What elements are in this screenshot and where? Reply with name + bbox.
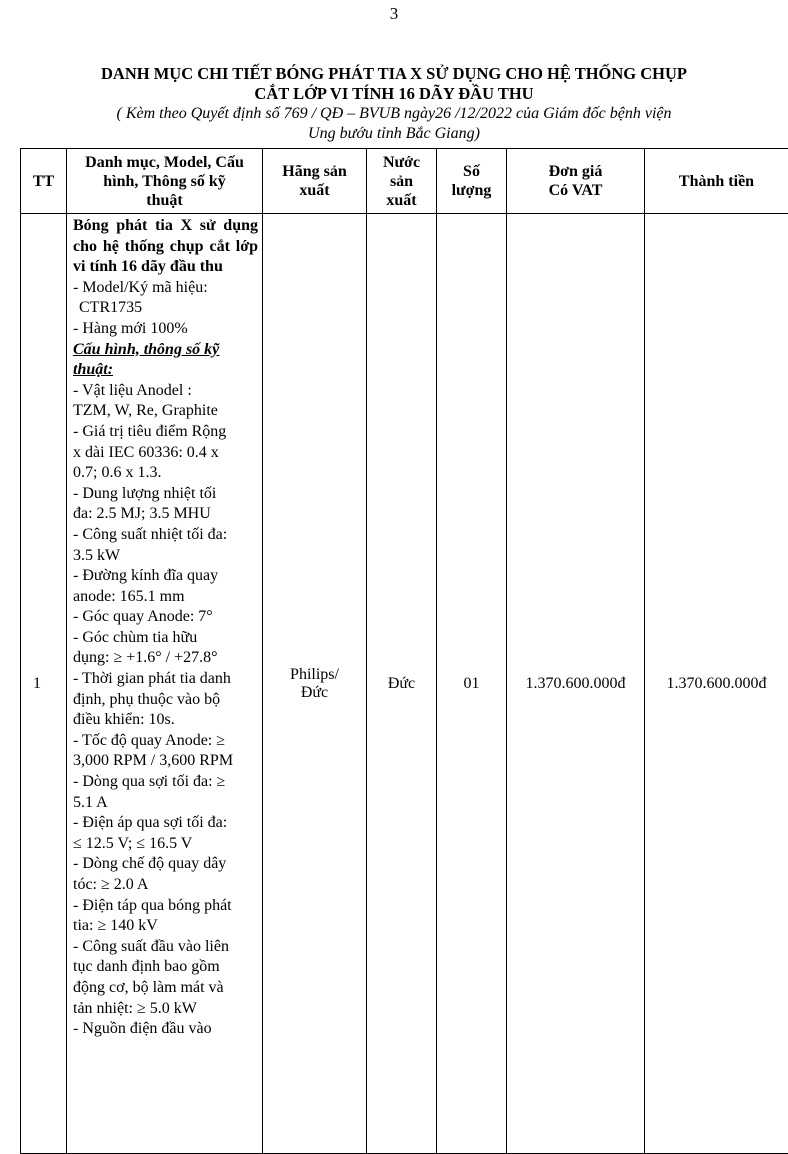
spec-line: tục danh định bao gồm	[73, 957, 258, 978]
header-maker-line: xuất	[263, 181, 366, 200]
header-maker-line: Hãng sản	[263, 162, 366, 181]
header-total: Thành tiền	[645, 149, 788, 214]
spec-line: 3.5 kW	[73, 546, 258, 567]
header-unit-price	[507, 149, 645, 214]
spec-line: - Điện áp qua sợi tối đa:	[73, 813, 258, 834]
maker-line: Đức	[263, 684, 366, 702]
spec-line: - Dòng chế độ quay dây	[73, 854, 258, 875]
header-quantity-line: lượng	[437, 181, 506, 200]
table-row	[21, 214, 788, 1154]
spec-line: - Đường kính đĩa quay	[73, 566, 258, 587]
document-subtitle-line-2: Ung bướu tỉnh Bắc Giang)	[0, 124, 788, 144]
spec-line: 3,000 RPM / 3,600 RPM	[73, 751, 258, 772]
header-country	[367, 149, 437, 214]
spec-line: tóc: ≥ 2.0 A	[73, 875, 258, 896]
spec-line: 5.1 A	[73, 793, 258, 814]
spec-line: tia: ≥ 140 kV	[73, 916, 258, 937]
spec-line: anode: 165.1 mm	[73, 587, 258, 608]
document-subtitle-line-1: ( Kèm theo Quyết định số 769 / QĐ – BVUB ngày26 /12/2022 của Giám đốc bệnh viện	[0, 104, 788, 124]
header-item-line: thuật	[67, 191, 262, 210]
cell-country: Đức	[367, 214, 437, 1154]
document-title-line-2: CẮT LỚP VI TÍNH 16 DÃY ĐẦU THU	[0, 84, 788, 103]
spec-line: - Công suất đầu vào liên	[73, 937, 258, 958]
header-maker	[263, 149, 367, 214]
spec-line: - Thời gian phát tia danh	[73, 669, 258, 690]
spec-line: - Góc chùm tia hữu	[73, 628, 258, 649]
cell-total: 1.370.600.000đ	[645, 214, 788, 1154]
header-quantity	[437, 149, 507, 214]
spec-line: động cơ, bộ làm mát và	[73, 978, 258, 999]
spec-line: tản nhiệt: ≥ 5.0 kW	[73, 999, 258, 1020]
header-item	[67, 149, 263, 214]
cell-maker	[263, 214, 367, 1154]
model-label: - Model/Ký mã hiệu:	[73, 278, 258, 299]
header-item-line: Danh mục, Model, Cấu	[67, 153, 262, 172]
spec-line: TZM, W, Re, Graphite	[73, 401, 258, 422]
detail-table	[20, 148, 788, 1154]
document-title-line-1: DANH MỤC CHI TIẾT BÓNG PHÁT TIA X SỬ DỤNG CHO HỆ THỐNG CHỤP	[0, 64, 788, 83]
cell-tt: 1	[21, 214, 67, 1154]
header-tt: TT	[21, 149, 67, 214]
spec-line: - Vật liệu Anodel :	[73, 381, 258, 402]
spec-line: - Dung lượng nhiệt tối	[73, 484, 258, 505]
maker-line: Philips/	[263, 666, 366, 684]
cell-description	[67, 214, 263, 1154]
spec-heading: Cấu hình, thông số kỹ	[73, 340, 258, 361]
spec-line: định, phụ thuộc vào bộ	[73, 690, 258, 711]
spec-line: dụng: ≥ +1.6° / +27.8°	[73, 648, 258, 669]
spec-line: ≤ 12.5 V; ≤ 16.5 V	[73, 834, 258, 855]
header-country-line: sản	[367, 172, 436, 191]
new-item-note: - Hàng mới 100%	[73, 319, 258, 340]
model-value: CTR1735	[73, 298, 258, 319]
spec-list	[73, 381, 258, 1040]
header-item-line: hình, Thông số kỹ	[67, 172, 262, 191]
spec-line: x dài IEC 60336: 0.4 x	[73, 443, 258, 464]
header-quantity-line: Số	[437, 162, 506, 181]
spec-line: - Nguồn điện đầu vào	[73, 1019, 258, 1040]
spec-line: - Dòng qua sợi tối đa: ≥	[73, 772, 258, 793]
page-number: 3	[0, 4, 788, 24]
spec-line: đa: 2.5 MJ; 3.5 MHU	[73, 504, 258, 525]
header-country-line: xuất	[367, 191, 436, 210]
spec-line: - Điện táp qua bóng phát	[73, 896, 258, 917]
spec-line: - Giá trị tiêu điểm Rộng	[73, 422, 258, 443]
header-unit-price-line: Có VAT	[507, 181, 644, 200]
cell-unit-price: 1.370.600.000đ	[507, 214, 645, 1154]
spec-line: - Công suất nhiệt tối đa:	[73, 525, 258, 546]
cell-quantity: 01	[437, 214, 507, 1154]
spec-line: - Góc quay Anode: 7°	[73, 607, 258, 628]
spec-heading: thuật:	[73, 360, 258, 381]
spec-line: điều khiển: 10s.	[73, 710, 258, 731]
spec-line: 0.7; 0.6 x 1.3.	[73, 463, 258, 484]
spec-line: - Tốc độ quay Anode: ≥	[73, 731, 258, 752]
table-header-row	[21, 149, 788, 214]
item-title: Bóng phát tia X sử dụng cho hệ thống chụp cắt lớp vi tính 16 dãy đầu thu	[73, 216, 258, 278]
header-country-line: Nước	[367, 153, 436, 172]
header-unit-price-line: Đơn giá	[507, 162, 644, 181]
